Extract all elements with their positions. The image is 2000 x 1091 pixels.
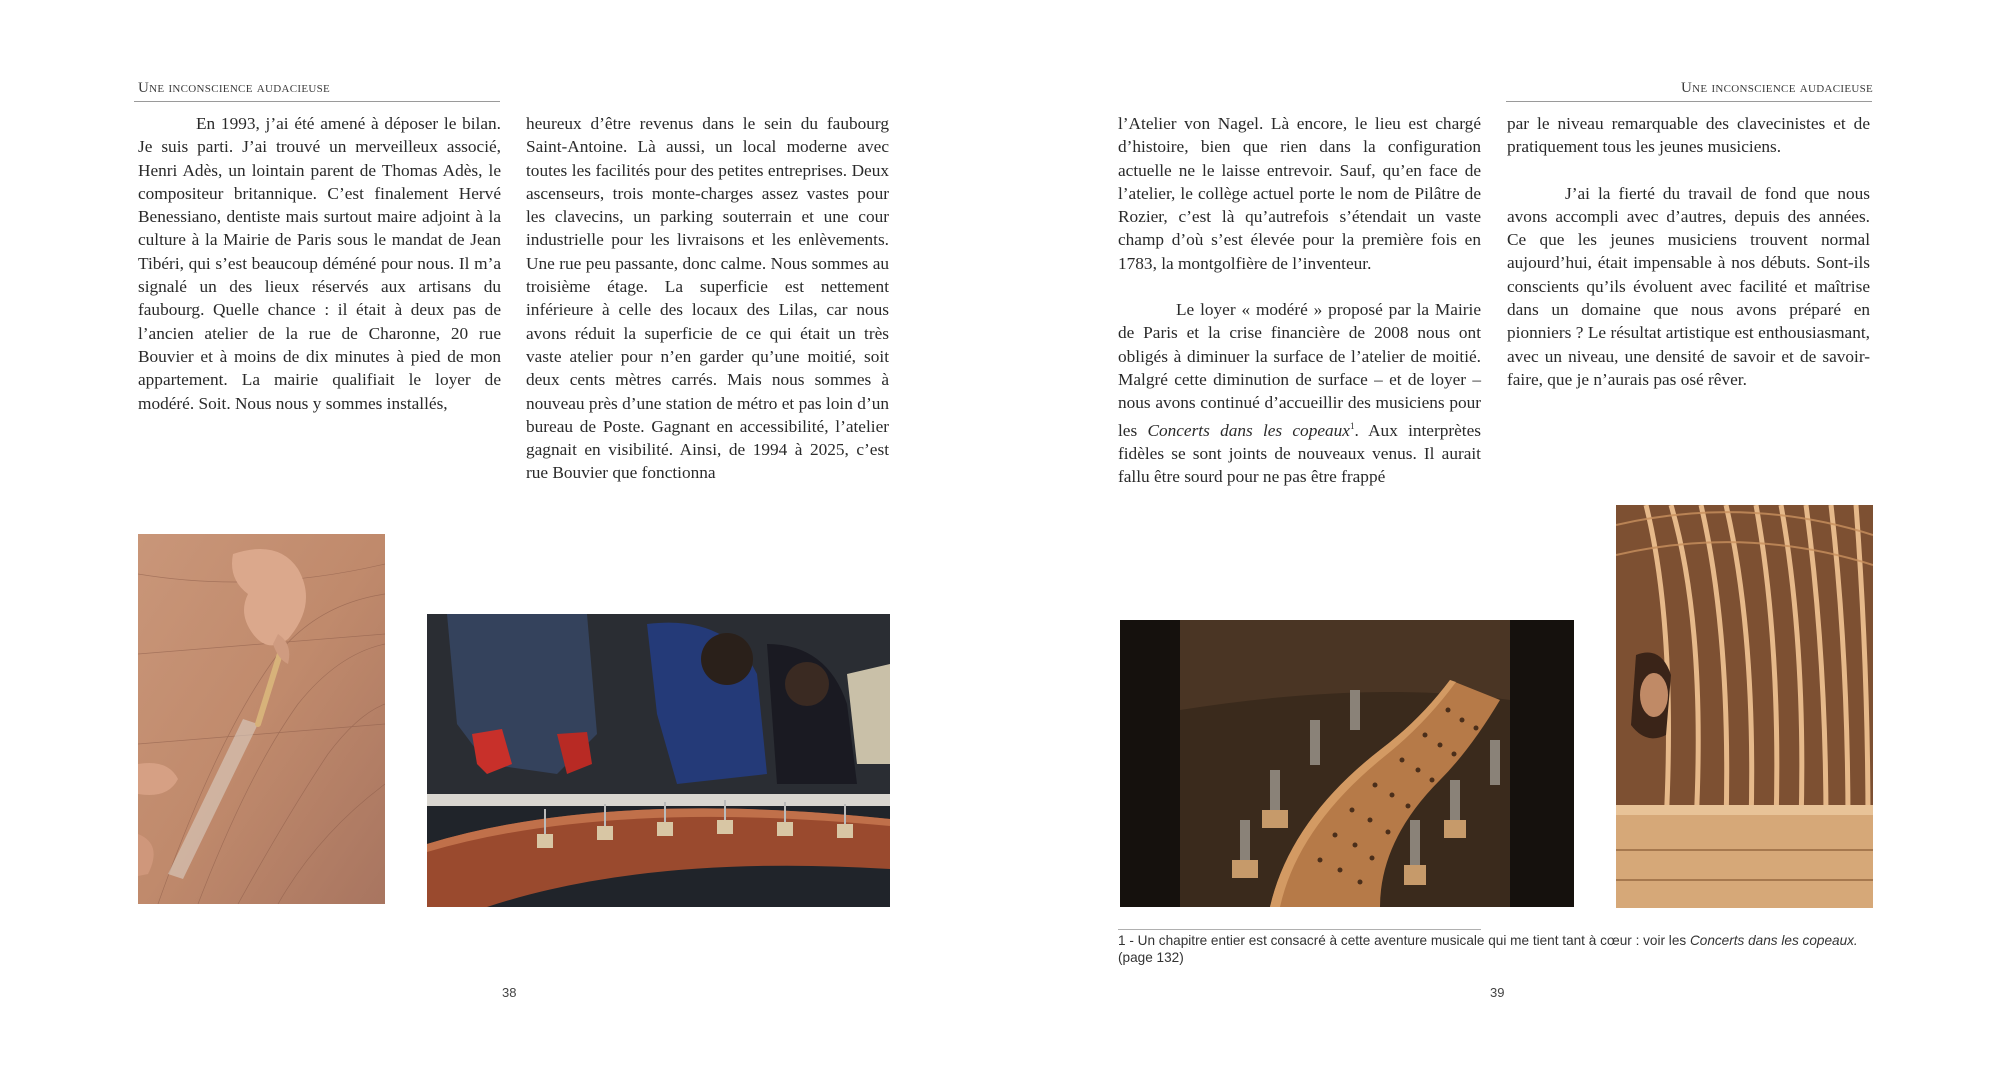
right-column-2	[1507, 112, 1870, 391]
photo-bending-form	[1120, 620, 1574, 907]
left-column-2	[526, 112, 889, 485]
text-run: Le loyer « modéré » proposé par la Mairie de Paris et la crise financière de 2008 nous ont obligés à diminuer la surface de l’atelier de moitié. Malgré cette diminution de surface – et de loyer – nous avons continué d’accueillir des musiciens pour les	[1118, 300, 1481, 440]
running-head-left: Une inconscience audacieuse	[138, 80, 331, 96]
running-head-right: Une inconscience audacieuse	[1681, 80, 1874, 96]
left-column-1	[138, 112, 501, 415]
right-page	[1000, 0, 2000, 1091]
text-run: (page 132)	[1118, 950, 1184, 965]
footnote	[1118, 932, 1873, 966]
header-rule-left	[134, 101, 500, 102]
footnote-rule	[1118, 929, 1481, 930]
paragraph: heureux d’être revenus dans le sein du faubourg Saint-Antoine. Là aussi, un local moderne avec toutes les facilités pour des petites entreprises. Deux ascenseurs, trois monte-charges assez vastes pour les clavecins, un parking souterrain et une cour industrielle pour les livraisons et les enlèvements. Une rue peu passante, donc calme. Nous sommes au troisième étage. La superficie est nettement inférieure à celle des locaux des Lilas, car nous avons réduit la superficie de ce qui était un très vaste atelier pour n’en garder qu’une moitié, soit deux cents mètres carrés. Mais nous sommes à nouveau près d’une station de métro et pas loin d’un bureau de Poste. Gagnant en accessibilité, l’atelier gagnait en visibilité. Ainsi, de 1994 à 2025, c’est rue Bouvier que fonctionna	[526, 114, 889, 483]
right-column-1	[1118, 112, 1481, 488]
page-number-left: 38	[502, 985, 517, 1000]
paragraph: par le niveau remarquable des clavecinistes et de pratiquement tous les jeunes musiciens.	[1507, 114, 1870, 157]
photo-ribs-structure	[1616, 505, 1873, 908]
page-number-right: 39	[1490, 985, 1505, 1000]
text-run: 1 - Un chapitre entier est consacré à cette aventure musicale qui me tient tant à cœur : voir les	[1118, 933, 1690, 948]
photo-drafting-plan	[138, 534, 385, 904]
italic-title: Concerts dans les copeaux	[1147, 420, 1350, 440]
paragraph: J’ai la fierté du travail de fond que nous avons accompli avec d’autres, depuis des années. Ce que les jeunes musiciens trouvent normal aujourd’hui, était impensable à nos débuts. Sont-ils conscients qu’ils évoluent avec facilité et maîtrise dans un domaine que nous avons préparé en pionniers ? Le résultat artistique est enthousiasmant, avec un niveau, une densité de savoir et de savoir-faire, que je n’aurais pas osé rêver.	[1507, 183, 1870, 389]
paragraph-with-note	[1118, 298, 1481, 488]
header-rule-right	[1506, 101, 1872, 102]
paragraph: En 1993, j’ai été amené à déposer le bilan. Je suis parti. J’ai trouvé un merveilleux associé, Henri Adès, un lointain parent de Thomas Adès, le compositeur britannique. C’est finalement Hervé Benessiano, dentiste mais surtout maire adjoint à la culture à la Mairie de Paris sous le mandat de Jean Tibéri, qui s’est beaucoup déméné pour nous. Il m’a signalé un des lieux réservés aux artisans du faubourg. Quelle chance : il était à deux pas de l’ancien atelier de la rue de Charonne, 20 rue Bouvier et à moins de dix minutes à pied de mon appartement. La mairie qualifiait le loyer de modéré. Soit. Nous nous y sommes installés,	[138, 114, 501, 413]
photo-workers-bending-rib	[427, 614, 890, 907]
footnote-reference[interactable]: 1	[1349, 420, 1355, 431]
italic-title: Concerts dans les copeaux.	[1689, 933, 1858, 948]
text-run: . Aux interprètes fidèles se sont joints de nouveaux venus. Il aurait fallu être sourd pour ne pas être frappé	[1118, 420, 1481, 486]
paragraph: l’Atelier von Nagel. Là encore, le lieu est chargé d’histoire, bien que rien dans la configuration actuelle ne le laisse entrevoir. Sauf, qu’en face de l’atelier, le collège actuel porte le nom de Pilâtre de Rozier, c’est là qu’autrefois s’étendait un vaste champ d’où s’est élevée pour la première fois en 1783, la montgolfière de l’inventeur.	[1118, 114, 1481, 273]
